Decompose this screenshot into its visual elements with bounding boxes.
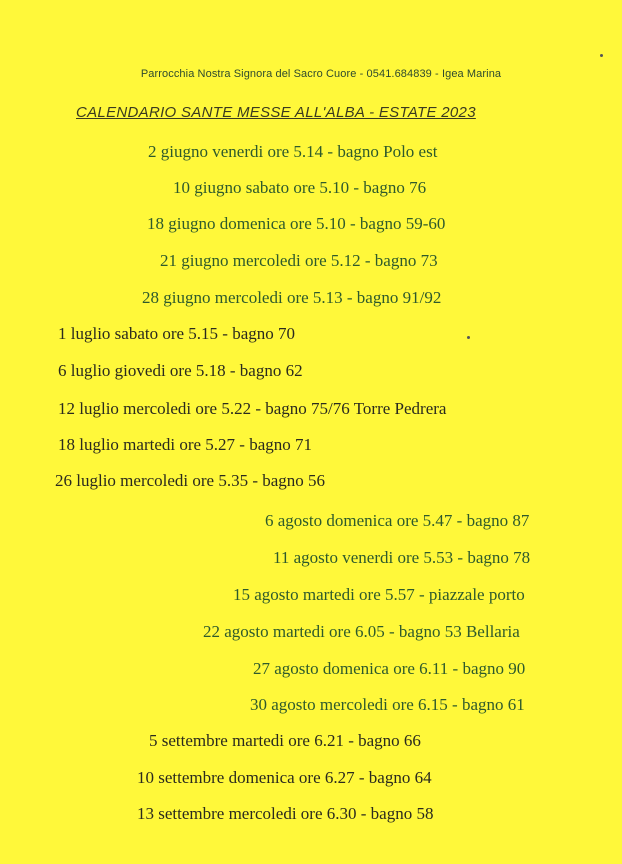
mass-entry: 6 agosto domenica ore 5.47 - bagno 87: [265, 511, 530, 530]
speck-mark: [467, 336, 470, 339]
mass-entry: 22 agosto martedi ore 6.05 - bagno 53 Bellaria: [203, 622, 520, 641]
mass-entry: 13 settembre mercoledi ore 6.30 - bagno 58: [137, 804, 434, 823]
mass-entry: 10 giugno sabato ore 5.10 - bagno 76: [173, 178, 427, 197]
mass-entry: 27 agosto domenica ore 6.11 - bagno 90: [253, 659, 526, 678]
mass-entry: 15 agosto martedi ore 5.57 - piazzale porto: [233, 585, 525, 604]
mass-entry: 12 luglio mercoledi ore 5.22 - bagno 75/76 Torre Pedrera: [58, 399, 447, 418]
parish-header: Parrocchia Nostra Signora del Sacro Cuore - 0541.684839 - Igea Marina: [140, 68, 502, 80]
mass-entry: 5 settembre martedi ore 6.21 - bagno 66: [149, 731, 421, 750]
mass-entry: 21 giugno mercoledi ore 5.12 - bagno 73: [160, 251, 438, 270]
mass-entry: 6 luglio giovedi ore 5.18 - bagno 62: [58, 361, 303, 380]
mass-entry: 18 luglio martedi ore 5.27 - bagno 71: [58, 435, 313, 454]
mass-entry: 30 agosto mercoledi ore 6.15 - bagno 61: [250, 695, 525, 714]
mass-entry: 26 luglio mercoledi ore 5.35 - bagno 56: [55, 471, 326, 490]
mass-entry: 11 agosto venerdi ore 5.53 - bagno 78: [273, 548, 531, 567]
calendar-title: CALENDARIO SANTE MESSE ALL'ALBA - ESTATE 2023: [76, 104, 476, 121]
mass-entry: 1 luglio sabato ore 5.15 - bagno 70: [58, 324, 296, 343]
mass-entry: 18 giugno domenica ore 5.10 - bagno 59-60: [147, 214, 446, 233]
mass-entry: 2 giugno venerdi ore 5.14 - bagno Polo est: [148, 142, 438, 161]
mass-entry: 28 giugno mercoledi ore 5.13 - bagno 91/92: [142, 288, 442, 307]
mass-entry: 10 settembre domenica ore 6.27 - bagno 64: [137, 768, 432, 787]
speck-mark: [600, 54, 603, 57]
